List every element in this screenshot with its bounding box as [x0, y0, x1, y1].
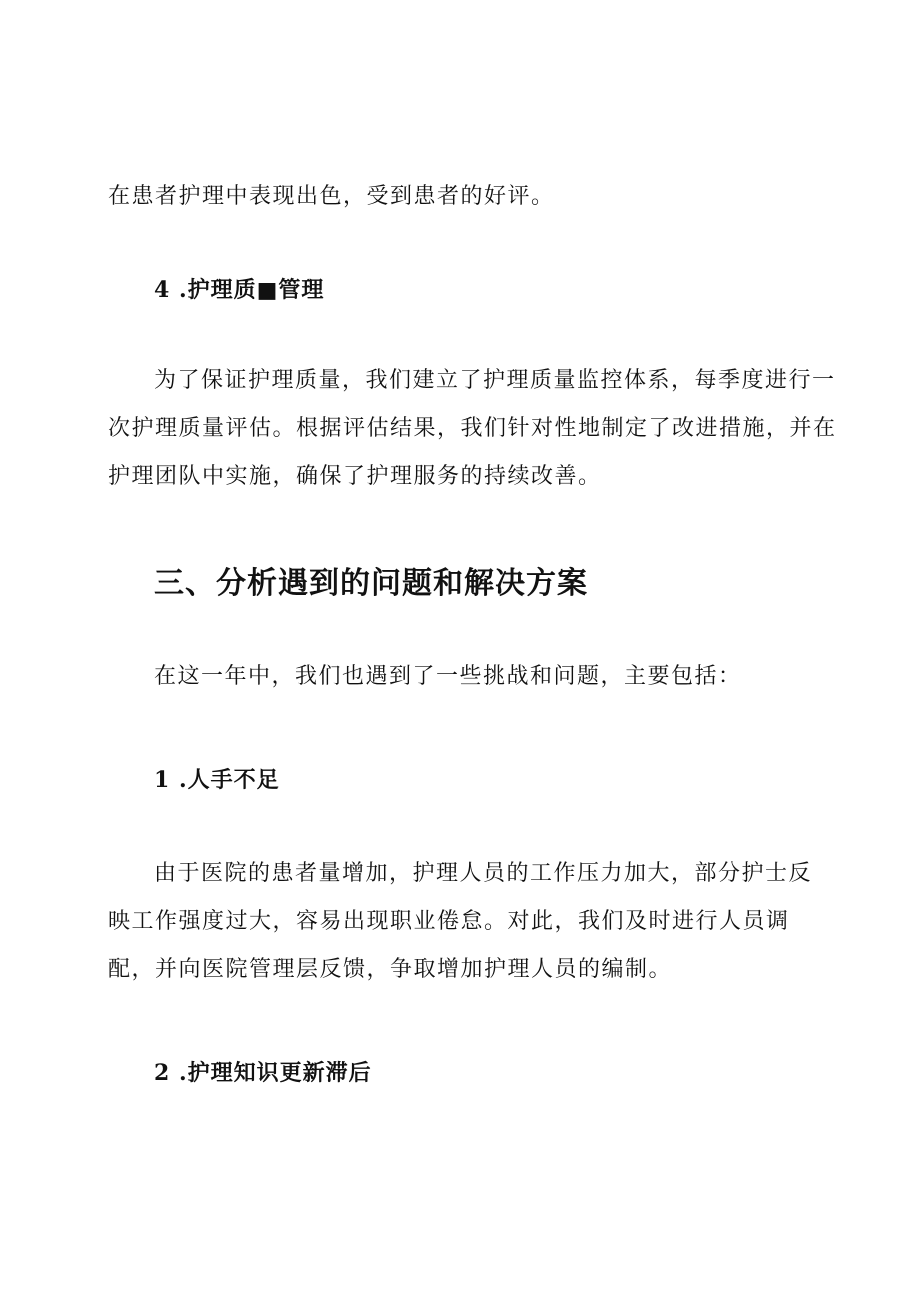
paragraph-line: 护理团队中实施，确保了护理服务的持续改善。 — [108, 464, 602, 489]
paragraph-line: 映工作强度过大，容易出现职业倦怠。对此，我们及时进行人员调 — [108, 909, 790, 934]
paragraph-line: 次护理质量评估。根据评估结果，我们针对性地制定了改进措施，并在 — [108, 416, 837, 441]
item-1-heading: 1 .人手不足 — [154, 767, 280, 793]
paragraph-line: 由于医院的患者量增加，护理人员的工作压力加大，部分护士反 — [154, 861, 813, 886]
section-3-intro: 在这一年中，我们也遇到了一些挑战和问题，主要包括： — [154, 664, 742, 689]
intro-tail-text: 在患者护理中表现出色，受到患者的好评。 — [108, 184, 555, 209]
section-3-title: 三、分析遇到的问题和解决方案 — [154, 566, 588, 601]
paragraph-line: 配，并向医院管理层反馈，争取增加护理人员的编制。 — [108, 957, 673, 982]
paragraph-line: 为了保证护理质量，我们建立了护理质量监控体系，每季度进行一 — [154, 368, 836, 393]
item-2-heading: 2 .护理知识更新滞后 — [154, 1060, 372, 1086]
subsection-4-heading: 4 .护理质■管理 — [154, 277, 325, 303]
